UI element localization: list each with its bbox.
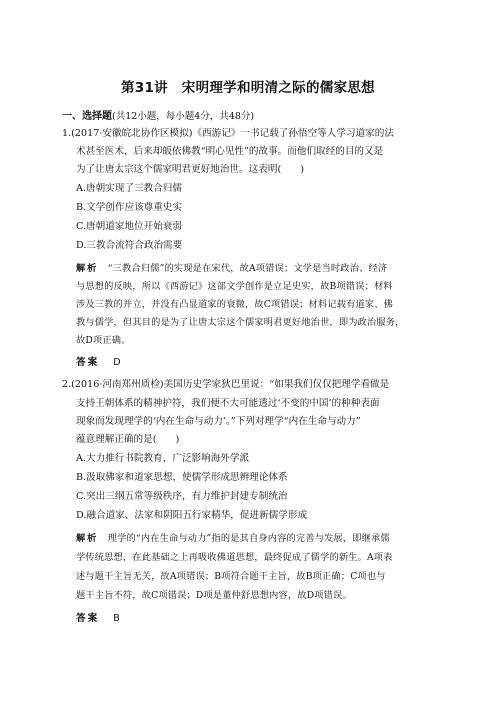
q1-explanation-text: “三教合归儒”的实现是在宋代，故A项错误；文学是当时政治、经济 <box>107 263 388 274</box>
q2-explanation-label: 解析 <box>76 533 99 544</box>
q1-stem-line: 术甚至医术，后来却皈依佛教“明心见性”的故事。而他们取经的目的又是 <box>76 146 384 157</box>
q1-explanation-line: 教与儒学，但其目的是为了让唐太宗这个儒家明君更好地治世，即为政治服务， <box>76 317 405 328</box>
q2-explanation-line: 题干主旨不符，故C项错误；D项是董仲舒思想内容，故D项错误。 <box>76 590 352 601</box>
q2-stem-line: 蕴意理解正确的是( ) <box>76 434 180 445</box>
q2-stem-line: 现象而发现理学的‘内在生命与动力’。”下列对理学“内在生命与动力” <box>76 416 361 427</box>
q2-explanation-line: 学传统思想，在此基础之上再吸收佛道思想，最终促成了儒学的新生。A项表 <box>76 552 393 563</box>
q2-stem-line: 支持王朝体系的精神护符，我们便不大可能透过‘不变的中国’的种种表面 <box>76 398 380 409</box>
q1-explanation-line <box>76 262 387 275</box>
q2-explanation-line <box>76 532 390 545</box>
section-heading <box>62 107 254 122</box>
q1-option-a: A.唐朝实现了三教合归儒 <box>76 183 182 194</box>
q1-explanation-line: 与思想的反映，所以《西游记》这部文学创作是立足史实，故B项错误；材料 <box>76 281 393 292</box>
q2-explanation-text: 理学的“内在生命与动力”指的是其自身内容的完善与发展，即继承儒 <box>107 533 390 544</box>
q1-stem-line: 为了让唐太宗这个儒家明君更好地治世。这表明( ) <box>76 164 305 175</box>
q2-answer <box>76 612 120 625</box>
section-heading-text: 一、选择题 <box>62 111 112 122</box>
q1-option-b: B.文学创作应该尊重史实 <box>76 202 183 213</box>
q2-option-d: D.融合道家、法家和阴阳五行家精华，促进新儒学形成 <box>76 510 308 521</box>
q2-option-a: A.大力推行书院教育，广泛影响海外学派 <box>76 453 250 464</box>
q2-answer-label: 答案 <box>76 613 100 624</box>
lesson-title: 第31讲 宋明理学和明清之际的儒家思想 <box>121 80 375 96</box>
q2-answer-value: B <box>113 613 120 624</box>
q1-explanation-label: 解析 <box>76 263 99 274</box>
q2-explanation-line: 述与题干主旨无关，故A项错误；B项符合题干主旨，故B项正确；C项也与 <box>76 571 386 582</box>
q2-option-b: B.汲取佛家和道家思想，使儒学形成思辨理论体系 <box>76 472 288 483</box>
q2-option-c: C.突出三纲五常等级秩序，有力维护封建专制统治 <box>76 491 288 502</box>
q1-answer-label: 答案 <box>76 357 100 368</box>
q1-explanation-line: 涉及三教的并立，并没有凸显道家的衰微，故C项错误；材料记载有道家、佛 <box>76 299 394 310</box>
q1-option-c: C.唐朝道家地位开始衰弱 <box>76 221 182 232</box>
q1-option-d: D.三教合流符合政治需要 <box>76 240 183 251</box>
q1-explanation-line: 故D项正确。 <box>76 335 131 346</box>
q1-answer-value: D <box>113 357 121 368</box>
q2-stem-line: 2.(2016·河南郑州质检)美国历史学家狄巴里说：“如果我们仅仅把理学看做是 <box>62 379 390 390</box>
section-note: (共12小题，每小题4分，共48分) <box>112 111 255 122</box>
q1-stem-line: 1.(2017·安徽皖北协作区模拟)《西游记》一书记载了孙悟空等人学习道家的法 <box>62 128 394 139</box>
q1-answer <box>76 356 121 369</box>
